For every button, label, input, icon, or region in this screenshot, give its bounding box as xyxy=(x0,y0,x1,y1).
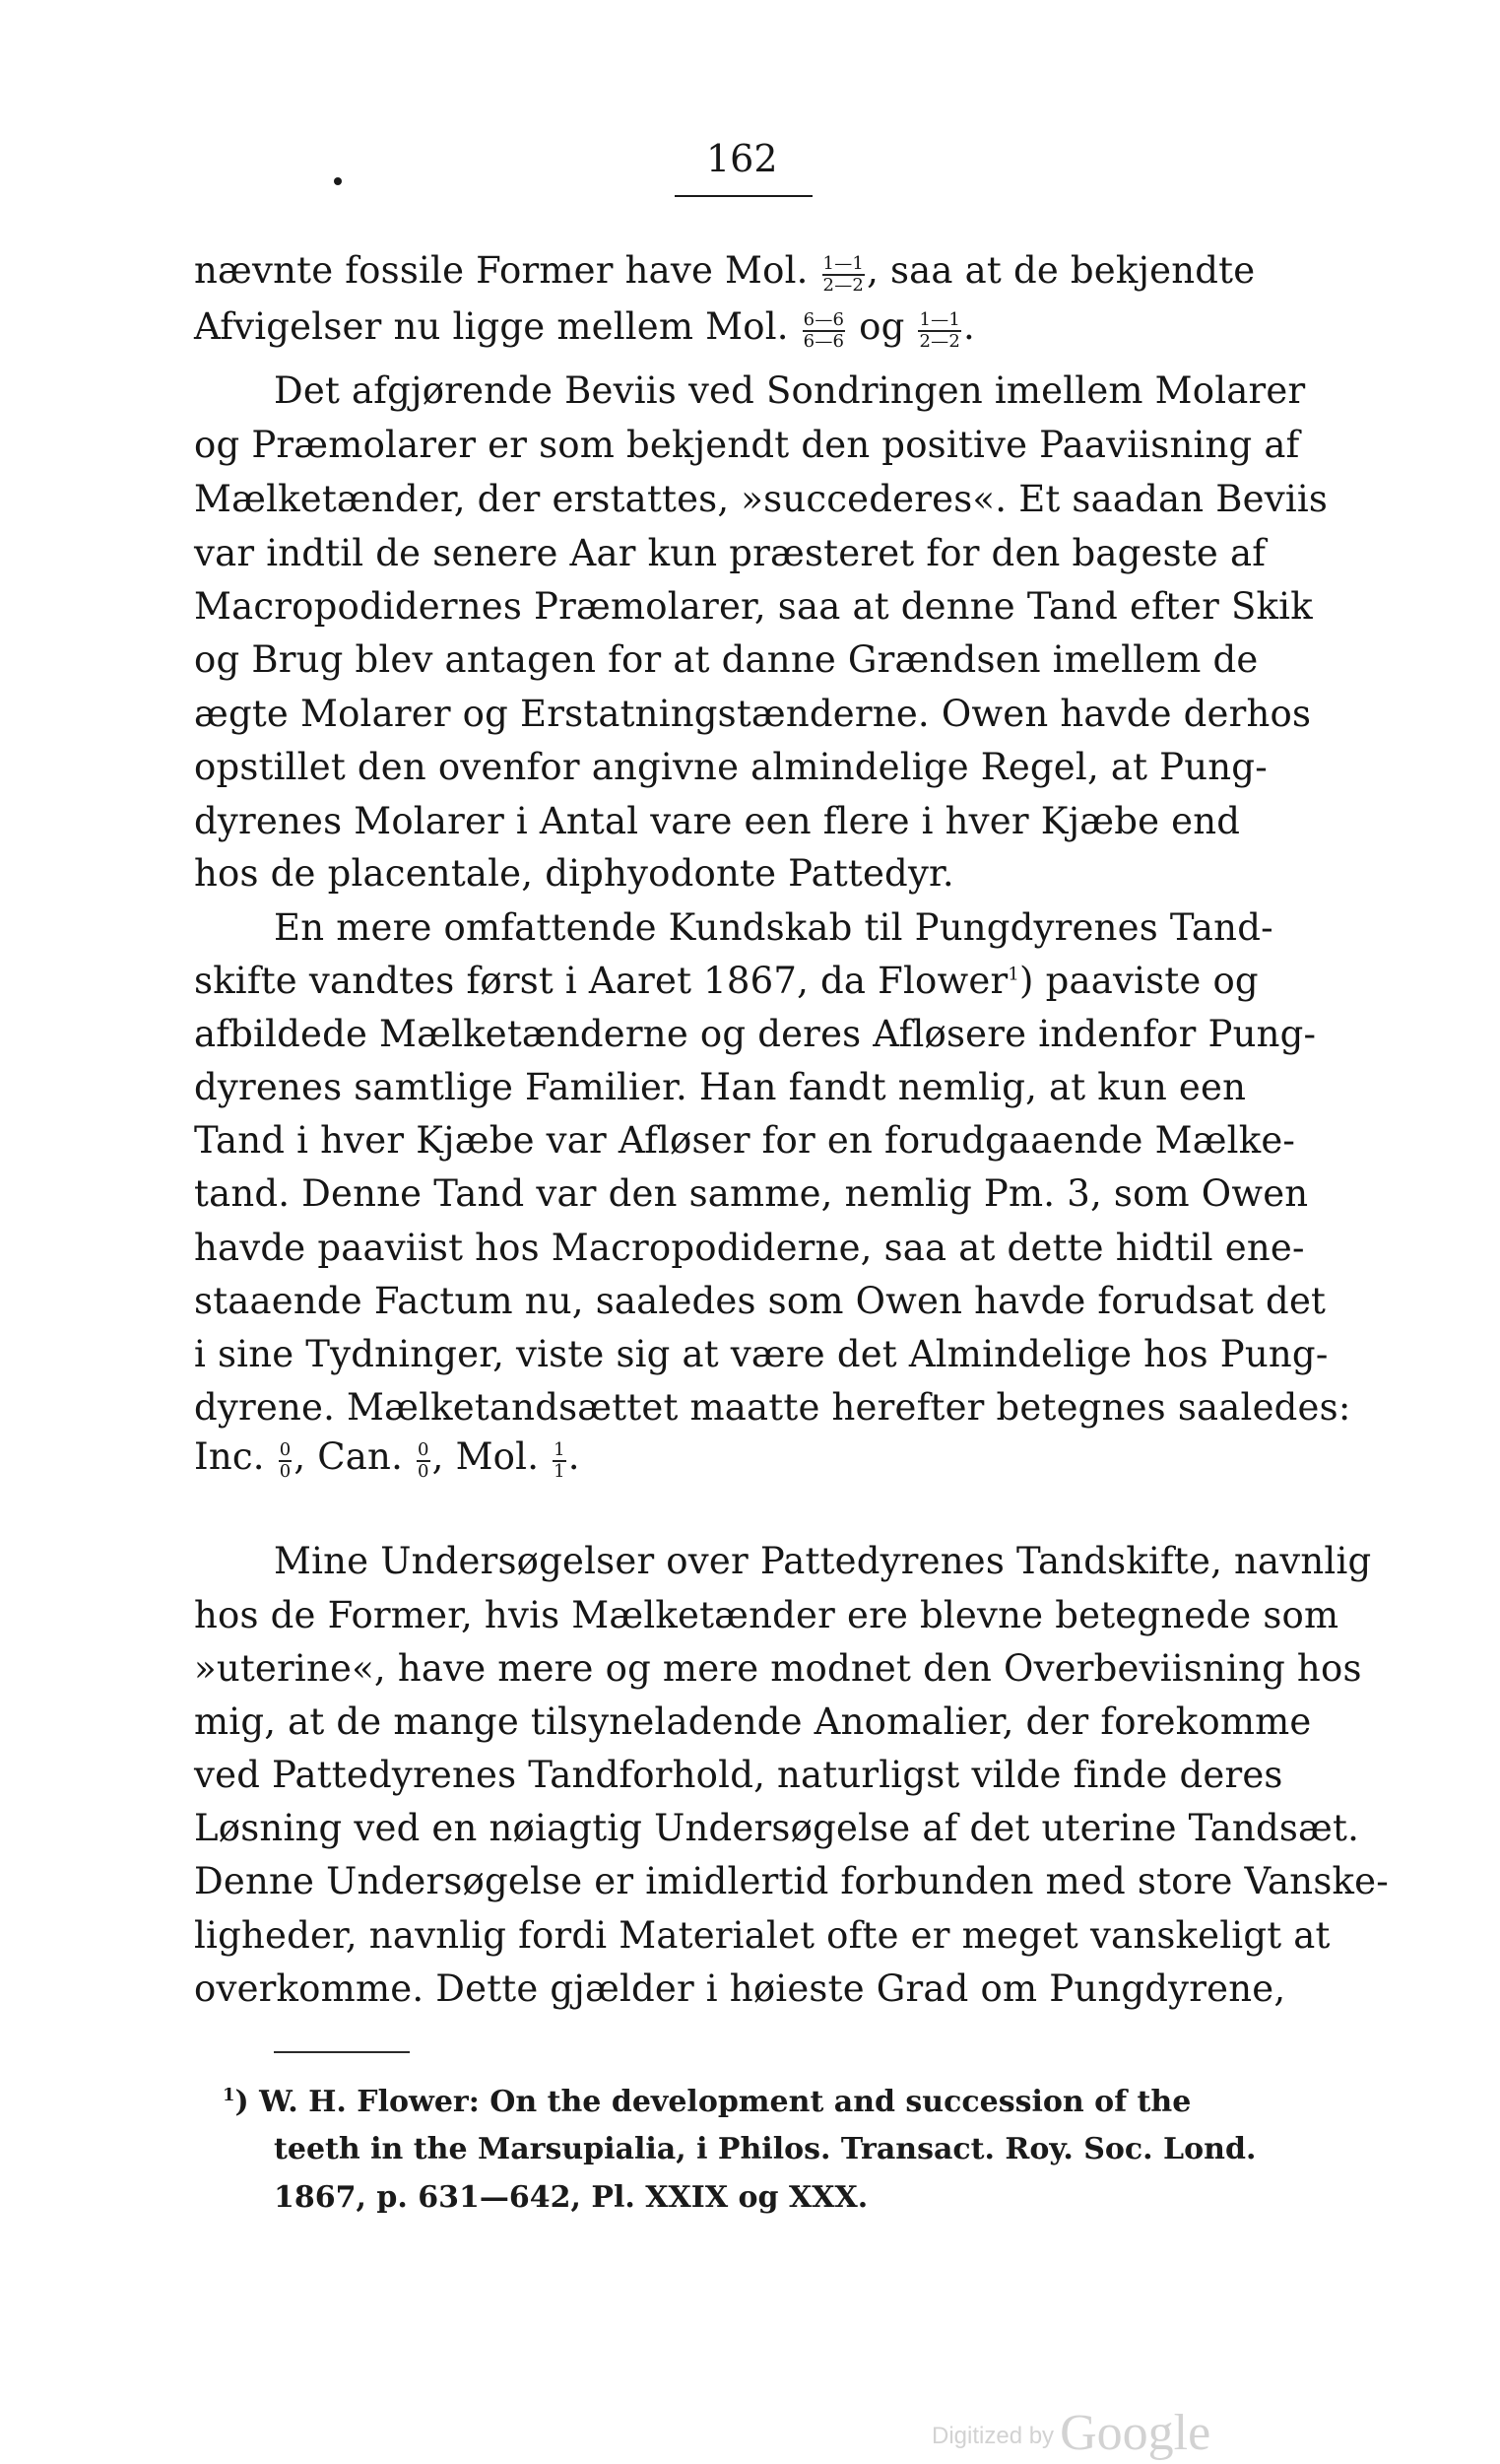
text-line-7: Macropodidernes Præmolarer, saa at denne Tand efter Skik xyxy=(194,585,1313,628)
fraction-bottom: 2—2 xyxy=(822,275,865,296)
text-line-5: Mælketænder, der erstattes, »succederes«. Et saadan Beviis xyxy=(194,478,1329,520)
text-line-6: var indtil de senere Aar kun præsteret for den bageste af xyxy=(194,532,1267,574)
molar-fraction-fossil xyxy=(822,255,866,295)
footnote-line-3: 1867, p. 631—642, Pl. XXIX og XXX. xyxy=(274,2180,869,2215)
fraction-bottom: 0 xyxy=(279,1461,292,1482)
footnote-marker: 1 xyxy=(223,2085,235,2105)
text-line-14-part-b: ) paaviste og xyxy=(1019,960,1259,1002)
text-line-4: og Præmolarer er som bekjendt den positive Paaviisning af xyxy=(194,424,1300,466)
fraction-bottom: 0 xyxy=(418,1461,429,1482)
fraction-bottom: 1 xyxy=(554,1461,565,1482)
text-line-26: »uterine«, have mere og mere modnet den Overbeviisning hos xyxy=(194,1647,1362,1690)
text-line-31: ligheder, navnlig fordi Materialet ofte er meget vanskeligt at xyxy=(194,1914,1331,1957)
canine-fraction xyxy=(417,1441,430,1481)
text-line-2-part-b: og xyxy=(847,305,917,348)
text-line-14 xyxy=(194,960,1287,1004)
fraction-top: 0 xyxy=(418,1439,429,1460)
text-line-29: Løsning ved en nøiagtig Undersøgelse af det uterine Tandsæt. xyxy=(194,1807,1360,1849)
text-line-2-part-c: . xyxy=(963,305,975,348)
footnote-separator-rule xyxy=(274,2051,410,2053)
text-line-11: dyrenes Molarer i Antal vare een flere i hver Kjæbe end xyxy=(194,800,1241,842)
text-line-24: Mine Undersøgelser over Pattedyrenes Tandskifte, navnlig xyxy=(274,1540,1372,1582)
text-line-23-part-d: . xyxy=(567,1435,580,1478)
molar-fraction-final xyxy=(553,1441,566,1481)
text-line-16: dyrenes samtlige Familier. Han fandt nemlig, at kun een xyxy=(194,1066,1247,1108)
text-line-23 xyxy=(194,1435,1287,1482)
fraction-top: 1—1 xyxy=(919,309,960,330)
text-line-13: En mere omfattende Kundskab til Pungdyrenes Tand- xyxy=(274,906,1273,949)
page-number: 162 xyxy=(706,137,778,180)
text-line-2 xyxy=(194,305,1287,352)
watermark-digitized-by: Digitized by xyxy=(932,2423,1055,2449)
text-line-27: mig, at de mange tilsyneladende Anomalier, der forekomme xyxy=(194,1700,1312,1743)
footnote-line-1 xyxy=(223,2087,1191,2117)
text-line-30: Denne Undersøgelse er imidlertid forbunden med store Vanske- xyxy=(194,1860,1389,1902)
watermark-google-logo: Google xyxy=(1060,2405,1211,2461)
text-line-32: overkomme. Dette gjælder i høieste Grad om Pungdyrene, xyxy=(194,1967,1286,2010)
text-line-23-part-a: Inc. xyxy=(194,1435,277,1478)
text-line-23-part-c: , Mol. xyxy=(431,1435,552,1478)
text-line-18: tand. Denne Tand var den samme, nemlig Pm. 3, som Owen xyxy=(194,1172,1309,1215)
footnote-line-1-text: ) W. H. Flower: On the development and succession of the xyxy=(234,2085,1192,2119)
page-dot-mark xyxy=(334,177,342,185)
molar-fraction-lower xyxy=(918,311,961,351)
text-line-10: opstillet den ovenfor angivne almindelige Regel, at Pung- xyxy=(194,746,1268,788)
fraction-top: 1 xyxy=(554,1439,565,1460)
text-line-3: Det afgjørende Beviis ved Sondringen imellem Molarer xyxy=(274,369,1306,412)
text-line-12: hos de placentale, diphyodonte Pattedyr. xyxy=(194,852,954,895)
text-line-21: i sine Tydninger, viste sig at være det Almindelige hos Pung- xyxy=(194,1333,1329,1375)
text-line-19: havde paaviist hos Macropodiderne, saa at dette hidtil ene- xyxy=(194,1227,1305,1269)
fraction-bottom: 2—2 xyxy=(919,331,960,352)
digitized-watermark xyxy=(932,2404,1210,2462)
page-number-rule xyxy=(675,195,813,197)
text-line-22: dyrene. Mælketandsættet maatte herefter betegnes saaledes: xyxy=(194,1386,1351,1429)
molar-fraction-upper xyxy=(803,311,846,351)
text-line-17: Tand i hver Kjæbe var Afløser for en forudgaaende Mælke- xyxy=(194,1119,1296,1162)
footnote-line-2: teeth in the Marsupialia, i Philos. Transact. Roy. Soc. Lond. xyxy=(274,2132,1257,2166)
text-line-15: afbildede Mælketænderne og deres Afløsere indenfor Pung- xyxy=(194,1013,1317,1055)
text-line-14-part-a: skifte vandtes først i Aaret 1867, da Flower xyxy=(194,960,1009,1002)
fraction-top: 1—1 xyxy=(822,253,865,274)
footnote-reference: 1 xyxy=(1008,964,1019,985)
text-line-8: og Brug blev antagen for at danne Grændsen imellem de xyxy=(194,638,1259,681)
fraction-bottom: 6—6 xyxy=(803,331,845,352)
text-line-9: ægte Molarer og Erstatningstænderne. Owen havde derhos xyxy=(194,693,1312,735)
text-line-2-part-a: Afvigelser nu ligge mellem Mol. xyxy=(194,305,801,348)
text-line-1 xyxy=(194,249,1287,296)
text-line-1-part-b: , saa at de bekjendte xyxy=(867,249,1256,292)
text-line-20: staaende Factum nu, saaledes som Owen havde forudsat det xyxy=(194,1280,1327,1322)
text-line-23-part-b: , Can. xyxy=(293,1435,416,1478)
fraction-top: 6—6 xyxy=(803,309,845,330)
fraction-top: 0 xyxy=(279,1439,292,1460)
text-line-1-part-a: nævnte fossile Former have Mol. xyxy=(194,249,820,292)
incisor-fraction xyxy=(279,1441,293,1481)
text-line-25: hos de Former, hvis Mælketænder ere blevne betegnede som xyxy=(194,1594,1339,1636)
text-line-28: ved Pattedyrenes Tandforhold, naturligst vilde finde deres xyxy=(194,1754,1283,1796)
